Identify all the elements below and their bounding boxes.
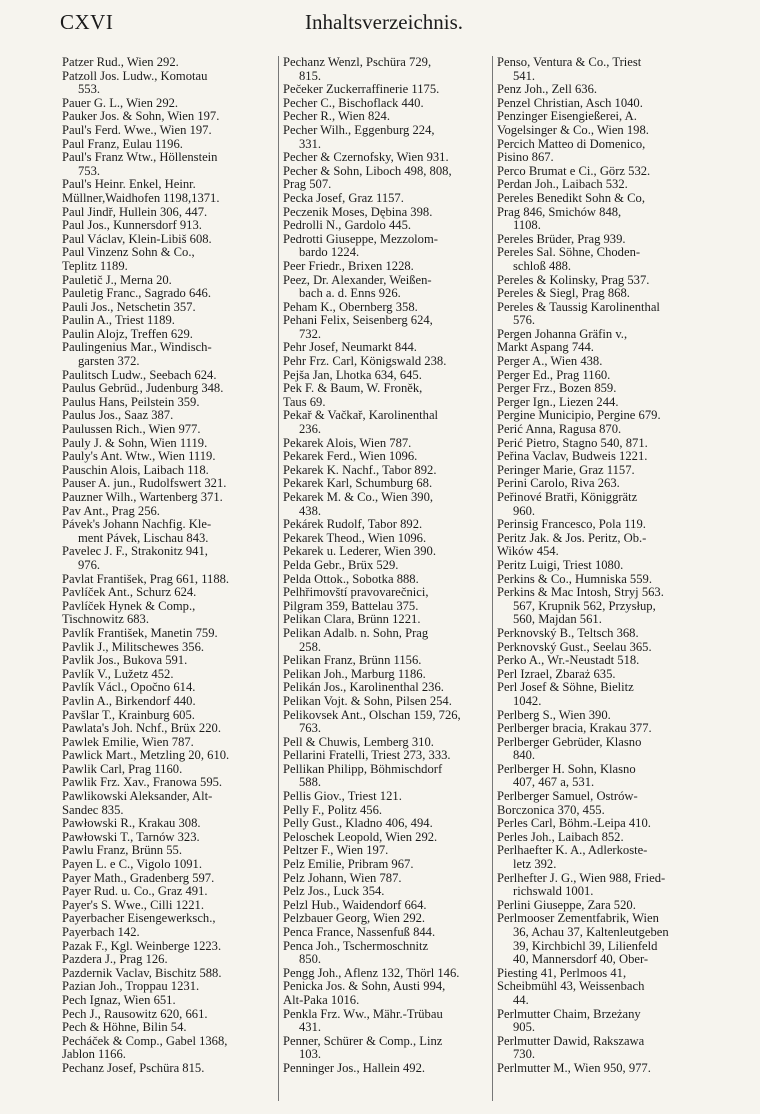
index-entry-line: 1108. <box>513 219 541 233</box>
index-entry-line: 567, Krupnik 562, Przysłup, <box>513 599 656 613</box>
index-entry-line: Pecháček & Comp., Gabel 1368, <box>62 1034 228 1048</box>
index-entry-line: 815. <box>299 69 322 83</box>
index-entry-line: Perlberger Samuel, Ostrów- <box>497 790 638 804</box>
index-entry-line: Pelly Gust., Kladno 406, 494. <box>283 817 433 831</box>
index-entry-line: Alt-Paka 1016. <box>283 993 360 1007</box>
index-entry-line: Pecka Josef, Graz 1157. <box>283 191 404 205</box>
index-entry-line: 730. <box>513 1048 536 1062</box>
index-entry-line: Paulussen Rich., Wien 977. <box>62 423 201 437</box>
index-entry-line: 588. <box>299 776 322 790</box>
index-entry-line: Pelda Ottok., Sobotka 888. <box>283 572 419 586</box>
index-entry-line: Peřina Vaclav, Budweis 1221. <box>497 450 648 464</box>
index-entry-line: Pavlíček Ant., Schurz 624. <box>62 586 197 600</box>
index-entry-line: Peloschek Leopold, Wien 292. <box>283 830 438 844</box>
page-title: Inhaltsverzeichnis. <box>305 10 464 34</box>
index-entry-line: 840. <box>513 749 536 763</box>
index-entry-line: Payer Rud. u. Co., Graz 491. <box>62 885 208 899</box>
index-entry-line: Pelda Gebr., Brüx 529. <box>283 558 399 572</box>
index-entry-line: Pavlik J., Militschewes 356. <box>62 640 205 654</box>
index-entry-line: Sandec 835. <box>62 803 124 817</box>
index-entry-line: Perko A., Wr.-Neustadt 518. <box>497 654 640 668</box>
index-entry-line: 258. <box>299 640 322 654</box>
index-entry-line: Perini Carolo, Riva 263. <box>497 477 620 491</box>
index-entry-line: Pečeker Zuckerraffinerie 1175. <box>283 83 440 97</box>
index-entry-line: 103. <box>299 1048 322 1062</box>
index-entry-line: Perlhaefter K. A., Adlerkoste- <box>497 844 648 858</box>
index-entry-line: Perl Josef & Söhne, Bielitz <box>497 681 634 695</box>
index-entry-line: Paul Franz, Eulau 1196. <box>62 137 183 151</box>
index-entry-line: Markt Aspang 744. <box>497 341 594 355</box>
index-entry-line: Patzoll Jos. Ludw., Komotau <box>62 69 208 83</box>
index-entry-line: Paulus Hans, Peilstein 359. <box>62 395 200 409</box>
index-entry-line: 560, Majdan 561. <box>513 613 602 627</box>
index-entry-line: Tischnowitz 683. <box>62 613 149 627</box>
index-entry-line: Perles Carl, Böhm.-Leipa 410. <box>497 817 651 831</box>
index-entry-line: Pazdernik Vaclav, Bischitz 588. <box>62 966 222 980</box>
index-entry-line: 431. <box>299 1021 322 1035</box>
page-number: CXVI <box>60 10 114 34</box>
index-entry-line: Paulin A., Triest 1189. <box>62 314 175 328</box>
index-entry-line: Peham K., Obernberg 358. <box>283 300 418 314</box>
index-entry-line: letz 392. <box>513 858 557 872</box>
index-entry-line: Pelikán Jos., Karolinenthal 236. <box>283 681 444 695</box>
index-entry-line: Pecher Wilh., Eggenburg 224, <box>283 123 435 137</box>
index-entry-line: Pengg Joh., Aflenz 132, Thörl 146. <box>283 966 460 980</box>
index-entry-line: 1042. <box>513 694 542 708</box>
index-entry-line: Perknovský Gust., Seelau 365. <box>497 640 652 654</box>
index-entry-line: Payerbach 142. <box>62 926 140 939</box>
index-entry-line: 44. <box>513 993 529 1007</box>
index-entry-line: Pechanz Josef, Pschüra 815. <box>62 1061 205 1075</box>
index-entry-line: Perkins & Mac Intosh, Stryj 563. <box>497 586 664 600</box>
index-entry-line: Pekarek Theod., Wien 1096. <box>283 531 427 545</box>
index-entry-line: Pawlik Frz. Xav., Franowa 595. <box>62 776 223 790</box>
index-entry-line: Paul's Ferd. Wwe., Wien 197. <box>62 123 212 137</box>
index-entry-line: Pavelec J. F., Strakonitz 941, <box>62 545 208 559</box>
index-column-1 <box>62 56 272 1101</box>
index-entry-line: Perlini Giuseppe, Zara 520. <box>497 898 636 912</box>
index-entry-line: 553. <box>78 83 101 97</box>
index-entry-line: Peřinové Bratři, Königgrätz <box>497 491 638 504</box>
index-entry-line: Prag 846, Smichów 848, <box>497 205 622 219</box>
index-entry-line: Pavlik Jos., Bukova 591. <box>62 654 188 668</box>
index-entry-line: 407, 467 a, 531. <box>513 776 595 790</box>
index-entry-line: Perles Joh., Laibach 852. <box>497 830 624 844</box>
index-entry-line: Pekarek Ferd., Wien 1096. <box>283 450 418 464</box>
index-entry-line: Pauli Jos., Netschetin 357. <box>62 300 196 314</box>
index-entry-line: Penner, Schürer & Comp., Linz <box>283 1034 443 1048</box>
index-entry-line: Perger A., Wien 438. <box>497 355 603 369</box>
index-entry-line: Pauly J. & Sohn, Wien 1119. <box>62 436 208 450</box>
index-entry-line: Scheibmühl 43, Weissenbach <box>497 980 645 994</box>
index-entry-line: Wików 454. <box>497 545 559 559</box>
index-entry-line: Pavlík V., Lužetz 452. <box>62 667 174 681</box>
index-entry-line: Penkla Frz. Ww., Mähr.-Trübau <box>283 1007 443 1021</box>
index-entry-line: Peczenik Moses, Dębina 398. <box>283 205 433 219</box>
index-entry-line: Pauschin Alois, Laibach 118. <box>62 463 209 477</box>
index-entry-line: Pawlikowski Aleksander, Alt- <box>62 790 213 804</box>
index-entry-line: 438. <box>299 504 322 518</box>
index-entry-line: Penzinger Eisengießerei, A. <box>497 110 637 124</box>
index-entry-line: Pekárek Rudolf, Tabor 892. <box>283 518 423 532</box>
index-entry-line: Pavlík Václ., Opočno 614. <box>62 681 196 695</box>
index-entry-line: 36, Achau 37, Kaltenleutgeben <box>513 926 669 939</box>
index-entry-line: Pawlick Mart., Metzling 20, 610. <box>62 749 230 763</box>
index-entry-line: 236. <box>299 423 322 437</box>
index-entry-line: Pereles & Siegl, Prag 868. <box>497 287 630 301</box>
index-column-3 <box>492 56 703 1101</box>
index-entry-line: Perger Ed., Prag 1160. <box>497 368 611 382</box>
index-entry-line: Pelz Emilie, Pribram 967. <box>283 858 414 872</box>
index-entry-line: Pelhřimovští pravovarečnici, <box>283 586 429 600</box>
index-entry-line: Pawłowski R., Krakau 308. <box>62 817 201 831</box>
index-entry-line: ment Pávek, Lischau 843. <box>78 531 209 545</box>
index-entry-line: 763. <box>299 722 322 736</box>
index-entry-line: 576. <box>513 314 536 328</box>
index-entry-line: Pellis Giov., Triest 121. <box>283 790 402 804</box>
index-entry-line: 753. <box>78 164 101 178</box>
index-entry-line: Pehr Josef, Neumarkt 844. <box>283 341 417 355</box>
index-entry-line: 850. <box>299 953 322 967</box>
index-entry-line: 905. <box>513 1021 536 1035</box>
index-entry-line: Pergine Municipio, Pergine 679. <box>497 409 661 423</box>
index-entry-line: Peer Friedr., Brixen 1228. <box>283 259 414 273</box>
index-entry-line: Pech & Höhne, Bilin 54. <box>62 1021 187 1035</box>
index-entry-line: 732. <box>299 327 322 341</box>
index-entry-line: Paul Vinzenz Sohn & Co., <box>62 246 195 260</box>
index-entry-line: Paulingenius Mar., Windisch- <box>62 341 212 355</box>
index-entry-line: Perger Ign., Liezen 244. <box>497 395 619 409</box>
index-entry-line: Pelikan Clara, Brünn 1221. <box>283 613 421 627</box>
index-entry-line: Pawlata's Joh. Nchf., Brüx 220. <box>62 722 221 736</box>
index-entry-line: Payer's S. Wwe., Cilli 1221. <box>62 898 204 912</box>
index-entry-line: Pekarek u. Lederer, Wien 390. <box>283 545 436 559</box>
index-entry-line: Peltzer F., Wien 197. <box>283 844 389 858</box>
index-entry-line: Perl Izrael, Zbaraż 635. <box>497 667 616 681</box>
index-entry-line: Peritz Jak. & Jos. Peritz, Ob.- <box>497 531 647 545</box>
index-entry-line: Pav Ant., Prag 256. <box>62 504 160 518</box>
index-entry-line: Pauzner Wilh., Wartenberg 371. <box>62 491 223 504</box>
index-entry-line: Pejša Jan, Lhotka 634, 645. <box>283 368 422 382</box>
index-entry-line: Payer Math., Gradenberg 597. <box>62 871 215 885</box>
index-entry-line: Pereles & Taussig Karolinenthal <box>497 300 660 314</box>
index-entry-line: Perlmooser Zementfabrik, Wien <box>497 912 659 926</box>
index-entry-line: Pecher & Czernofsky, Wien 931. <box>283 151 449 165</box>
index-entry-line: Pereles Benedikt Sohn & Co, <box>497 191 645 205</box>
index-entry-line: garsten 372. <box>78 355 140 369</box>
index-entry-line: Paul Jos., Kunnersdorf 913. <box>62 219 202 233</box>
index-entry-line: Pecher R., Wien 824. <box>283 110 390 124</box>
index-entry-line: Jablon 1166. <box>62 1048 126 1062</box>
index-entry-line: Vogelsinger & Co., Wien 198. <box>497 123 649 137</box>
index-entry-line: Pazak F., Kgl. Weinberge 1223. <box>62 939 222 953</box>
index-entry-line: Perlberger H. Sohn, Klasno <box>497 762 636 776</box>
index-entry-line: Pelz Johann, Wien 787. <box>283 871 402 885</box>
index-entry-line: Paul Jindř, Hullein 306, 447. <box>62 205 208 219</box>
index-entry-line: 331. <box>299 137 322 151</box>
index-entry-line: Pazdera J., Prag 126. <box>62 953 168 967</box>
index-entry-line: Pavšlar T., Krainburg 605. <box>62 708 195 722</box>
index-entry-line: Perger Frz., Bozen 859. <box>497 382 617 396</box>
index-entry-line: Paulitsch Ludw., Seebach 624. <box>62 368 217 382</box>
index-entry-line: Paulus Gebrüd., Judenburg 348. <box>62 382 224 396</box>
index-entry-line: Penicka Jos. & Sohn, Austi 994, <box>283 980 446 994</box>
index-columns <box>62 56 702 1101</box>
index-entry-line: Paul's Franz Wtw., Höllenstein <box>62 151 218 165</box>
index-entry-line: Penninger Jos., Hallein 492. <box>283 1061 426 1075</box>
index-entry-line: Pawłowski T., Tarnów 323. <box>62 830 200 844</box>
index-entry-line: richswald 1001. <box>513 885 594 899</box>
index-entry-line: Pehr Frz. Carl, Königswald 238. <box>283 355 447 369</box>
index-entry-line: Peritz Luigi, Triest 1080. <box>497 558 624 572</box>
index-entry-line: Pekarek Karl, Schumburg 68. <box>283 477 433 491</box>
index-entry-line: Perlberger Gebrüder, Klasno <box>497 735 642 749</box>
index-entry-line: Penz Joh., Zell 636. <box>497 83 598 97</box>
index-entry-line: Pelzl Hub., Waidendorf 664. <box>283 898 427 912</box>
index-entry-line: Pergen Johanna Gräfin v., <box>497 327 628 341</box>
index-entry-line: Pauker Jos. & Sohn, Wien 197. <box>62 110 220 124</box>
index-entry-line: Pavlíček Hynek & Comp., <box>62 599 196 613</box>
index-entry-line: Pavlin A., Birkendorf 440. <box>62 694 196 708</box>
index-entry-line: Pauletič J., Merna 20. <box>62 273 172 287</box>
index-entry-line: Pazian Joh., Troppau 1231. <box>62 980 200 994</box>
index-entry-line: bach a. d. Enns 926. <box>299 287 401 301</box>
index-entry-line: Pawlek Emilie, Wien 787. <box>62 735 194 749</box>
index-entry-line: Perlmutter Chaim, Brzeżany <box>497 1007 641 1021</box>
index-entry-line: Pawlu Franz, Brünn 55. <box>62 844 182 858</box>
index-entry-line: Pech J., Rausowitz 620, 661. <box>62 1007 208 1021</box>
index-entry-line: Pauletig Franc., Sagrado 646. <box>62 287 211 301</box>
index-entry-line: Paul Václav, Klein-Libiš 608. <box>62 232 212 246</box>
index-entry-line: 541. <box>513 69 536 83</box>
index-entry-line: Pelikovsek Ant., Olschan 159, 726, <box>283 708 461 722</box>
index-entry-line: Patzer Rud., Wien 292. <box>62 56 179 69</box>
index-entry-line: Borczonica 370, 455. <box>497 803 605 817</box>
index-entry-line: Pávek's Johann Nachfig. Kle- <box>62 518 212 532</box>
index-entry-line: Pellarini Fratelli, Triest 273, 333. <box>283 749 451 763</box>
index-entry-line: Perlmutter M., Wien 950, 977. <box>497 1061 651 1075</box>
index-entry-line: Müllner,Waidhofen 1198,1371. <box>62 191 220 205</box>
index-entry-line: Pavlík František, Manetin 759. <box>62 626 218 640</box>
index-entry-line: Perić Anna, Ragusa 870. <box>497 423 622 437</box>
index-entry-line: Pavlat František, Prag 661, 1188. <box>62 572 230 586</box>
index-entry-line: Pecher C., Bischoflack 440. <box>283 96 424 110</box>
index-entry-line: Pelikan Franz, Brünn 1156. <box>283 654 422 668</box>
index-entry-line: Pisino 867. <box>497 151 554 165</box>
index-entry-line: Penso, Ventura & Co., Triest <box>497 56 642 69</box>
index-entry-line: Percich Matteo di Domenico, <box>497 137 646 151</box>
index-entry-line: Pereles Brüder, Prag 939. <box>497 232 626 246</box>
index-entry-line: Perić Pietro, Stagno 540, 871. <box>497 436 648 450</box>
index-entry-line: Pauly's Ant. Wtw., Wien 1119. <box>62 450 216 464</box>
index-entry-line: Pelzbauer Georg, Wien 292. <box>283 912 426 926</box>
index-entry-line: Perlhefter J. G., Wien 988, Fried- <box>497 871 666 885</box>
index-column-2 <box>278 56 489 1101</box>
index-entry-line: Teplitz 1189. <box>62 259 128 273</box>
index-entry-line: Taus 69. <box>283 395 326 409</box>
index-entry-line: Payen L. e C., Vigolo 1091. <box>62 858 202 872</box>
index-entry-line: Peringer Marie, Graz 1157. <box>497 463 635 477</box>
index-entry-line: Pekař & Vačkař, Karolinenthal <box>283 409 439 423</box>
index-entry-line: Piesting 41, Perlmoos 41, <box>497 966 627 980</box>
index-entry-line: 960. <box>513 504 536 518</box>
index-entry-line: Pekarek K. Nachf., Tabor 892. <box>283 463 437 477</box>
index-entry-line: Perlberger bracia, Krakau 377. <box>497 722 652 736</box>
index-entry-line: Pedrotti Giuseppe, Mezzolom- <box>283 232 438 246</box>
index-entry-line: Pell & Chuwis, Lemberg 310. <box>283 735 434 749</box>
index-entry-line: Peez, Dr. Alexander, Weißen- <box>283 273 432 287</box>
index-entry-line: 976. <box>78 558 101 572</box>
index-entry-line: Perlberg S., Wien 390. <box>497 708 611 722</box>
index-entry-line: Pedrolli N., Gardolo 445. <box>283 219 412 233</box>
index-entry-line: Pechanz Wenzl, Pschüra 729, <box>283 56 432 69</box>
index-entry-line: Pawlik Carl, Prag 1160. <box>62 762 183 776</box>
index-entry-line: Paul's Heinr. Enkel, Heinr. <box>62 178 196 192</box>
index-entry-line: Pelikan Joh., Marburg 1186. <box>283 667 426 681</box>
index-entry-line: Pilgram 359, Battelau 375. <box>283 599 419 613</box>
index-entry-line: Penca France, Nassenfuß 844. <box>283 926 436 939</box>
index-entry-line: Perinsig Francesco, Pola 119. <box>497 518 646 532</box>
index-entry-line: Perco Brumat e Ci., Görz 532. <box>497 164 651 178</box>
index-entry-line: Pech Ignaz, Wien 651. <box>62 993 176 1007</box>
index-entry-line: schloß 488. <box>513 259 572 273</box>
index-entry-line: Prag 507. <box>283 178 332 192</box>
index-entry-line: Perdan Joh., Laibach 532. <box>497 178 628 192</box>
index-entry-line: Perkins & Co., Humniska 559. <box>497 572 652 586</box>
index-entry-line: Paulin Alojz, Treffen 629. <box>62 327 193 341</box>
index-entry-line: Pecher & Sohn, Liboch 498, 808, <box>283 164 452 178</box>
index-entry-line: Pelly F., Politz 456. <box>283 803 383 817</box>
index-entry-line: Perknovský B., Teltsch 368. <box>497 626 639 640</box>
index-entry-line: Pereles Sal. Söhne, Choden- <box>497 246 641 260</box>
index-entry-line: Perlmutter Dawid, Rakszawa <box>497 1034 645 1048</box>
index-entry-line: Pelikan Adalb. n. Sohn, Prag <box>283 626 429 640</box>
index-entry-line: Pereles & Kolinsky, Prag 537. <box>497 273 650 287</box>
index-entry-line: Pekarek M. & Co., Wien 390, <box>283 491 434 504</box>
index-entry-line: Pekarek Alois, Wien 787. <box>283 436 412 450</box>
index-entry-line: Pelz Jos., Luck 354. <box>283 885 385 899</box>
index-entry-line: Payerbacher Eisengewerksch., <box>62 912 216 926</box>
index-entry-line: Pelikan Vojt. & Sohn, Pilsen 254. <box>283 694 452 708</box>
index-entry-line: Paulus Jos., Saaz 387. <box>62 409 174 423</box>
index-entry-line: Penca Joh., Tschermoschnitz <box>283 939 429 953</box>
index-entry-line: 40, Mannersdorf 40, Ober- <box>513 953 649 967</box>
index-entry-line: Pauer G. L., Wien 292. <box>62 96 179 110</box>
index-entry-line: Penzel Christian, Asch 1040. <box>497 96 643 110</box>
index-entry-line: Pellikan Philipp, Böhmischdorf <box>283 762 443 776</box>
index-entry-line: 39, Kirchbichl 39, Lilienfeld <box>513 939 658 953</box>
index-entry-line: Pauser A. jun., Rudolfswert 321. <box>62 477 227 491</box>
index-entry-line: Pek F. & Baum, W. Froněk, <box>283 382 423 396</box>
index-entry-line: Pehani Felix, Seisenberg 624, <box>283 314 433 328</box>
index-entry-line: bardo 1224. <box>299 246 360 260</box>
page-header <box>60 10 730 40</box>
